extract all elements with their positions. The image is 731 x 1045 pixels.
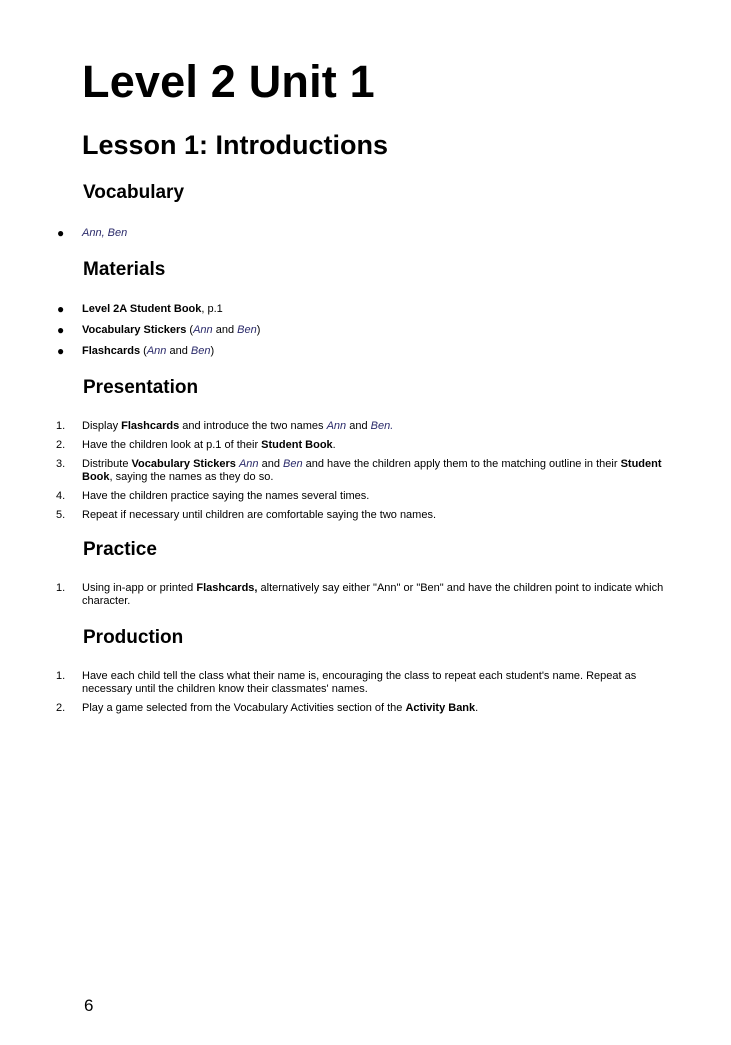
- vocabulary-words: Ann, Ben: [82, 227, 128, 239]
- practice-heading: Practice: [83, 539, 157, 560]
- character-name: Ann: [326, 420, 347, 432]
- step-number: 2.: [56, 702, 66, 714]
- text-fragment: Have the children look at p.1 of their: [82, 439, 262, 451]
- presentation-list: [0, 420, 731, 528]
- text-fragment: , saying the names as they do so.: [109, 471, 274, 483]
- text-fragment: Have the children practice saying the names several times.: [82, 490, 370, 502]
- presentation-heading: Presentation: [83, 377, 199, 398]
- text-fragment: .: [332, 439, 336, 451]
- presentation-step: [0, 420, 731, 433]
- step-number: 1.: [56, 420, 66, 432]
- practice-step: [0, 582, 731, 608]
- presentation-step: [0, 509, 731, 522]
- material-ref: Flashcards,: [196, 582, 258, 594]
- page-number: 6: [84, 996, 94, 1015]
- production-step: [0, 702, 731, 715]
- bullet-icon: ●: [57, 226, 65, 240]
- text-fragment: Distribute: [82, 458, 132, 470]
- text-fragment: (: [186, 324, 194, 336]
- material-name: Level 2A Student Book: [82, 303, 202, 315]
- production-heading: Production: [83, 627, 184, 648]
- text-fragment: alternatively say either "Ann" or "Ben" and have the children point to indicate which character.: [82, 582, 664, 607]
- materials-item: [0, 324, 731, 337]
- character-name: Ann: [238, 458, 259, 470]
- text-fragment: .: [475, 702, 479, 714]
- text-fragment: Play a game selected from the Vocabulary Activities section of the: [82, 702, 406, 714]
- text-fragment: and: [212, 324, 238, 336]
- text-fragment: Display: [82, 420, 122, 432]
- material-detail: , p.1: [201, 303, 223, 315]
- vocabulary-heading: Vocabulary: [83, 182, 185, 203]
- text-fragment: and: [346, 420, 371, 432]
- step-number: 5.: [56, 509, 66, 521]
- practice-list: [0, 582, 731, 616]
- material-ref: Vocabulary Stickers: [131, 458, 236, 470]
- material-ref: Flashcards: [121, 420, 180, 432]
- unit-title: Level 2 Unit 1: [82, 56, 375, 107]
- vocabulary-item: [0, 227, 731, 240]
- materials-list: [0, 303, 731, 366]
- text-fragment: and: [166, 345, 191, 357]
- materials-heading: Materials: [83, 259, 166, 280]
- text-fragment: ): [256, 324, 261, 336]
- text-fragment: Have each child tell the class what their name is, encouraging the class to repeat each student's name. Repeat as necessary until the children know their classmates' names.: [82, 670, 637, 695]
- character-name: Ben: [283, 458, 303, 470]
- text-fragment: ): [210, 345, 215, 357]
- character-name: Ben.: [370, 420, 394, 432]
- lesson-title: Lesson 1: Introductions: [82, 130, 389, 160]
- step-number: 2.: [56, 439, 66, 451]
- material-ref: Student Book: [261, 439, 333, 451]
- production-list: [0, 670, 731, 723]
- bullet-icon: ●: [57, 302, 65, 316]
- character-name: Ben: [190, 345, 211, 357]
- materials-item: [0, 303, 731, 316]
- character-name: Ann: [193, 324, 213, 336]
- text-fragment: (: [140, 345, 147, 357]
- step-number: 4.: [56, 490, 66, 502]
- production-step: [0, 670, 731, 696]
- step-number: 1.: [56, 582, 66, 594]
- material-ref: Activity Bank: [405, 702, 476, 714]
- text-fragment: Repeat if necessary until children are comfortable saying the two names.: [82, 509, 437, 521]
- presentation-step: [0, 490, 731, 503]
- vocabulary-list: [0, 227, 731, 248]
- text-fragment: and introduce the two names: [179, 420, 327, 432]
- presentation-step: [0, 458, 731, 484]
- character-name: Ben: [237, 324, 257, 336]
- material-name: Flashcards: [82, 345, 141, 357]
- text-fragment: and: [258, 458, 283, 470]
- step-number: 3.: [56, 458, 66, 470]
- materials-item: [0, 345, 731, 358]
- material-ref: Student Book: [82, 458, 662, 483]
- bullet-icon: ●: [57, 323, 65, 337]
- bullet-icon: ●: [57, 344, 65, 358]
- material-name: Vocabulary Stickers: [82, 324, 187, 336]
- presentation-step: [0, 439, 731, 452]
- text-fragment: and have the children apply them to the matching outline in their: [302, 458, 621, 470]
- step-number: 1.: [56, 670, 66, 682]
- character-name: Ann: [146, 345, 167, 357]
- text-fragment: Using in-app or printed: [82, 582, 197, 594]
